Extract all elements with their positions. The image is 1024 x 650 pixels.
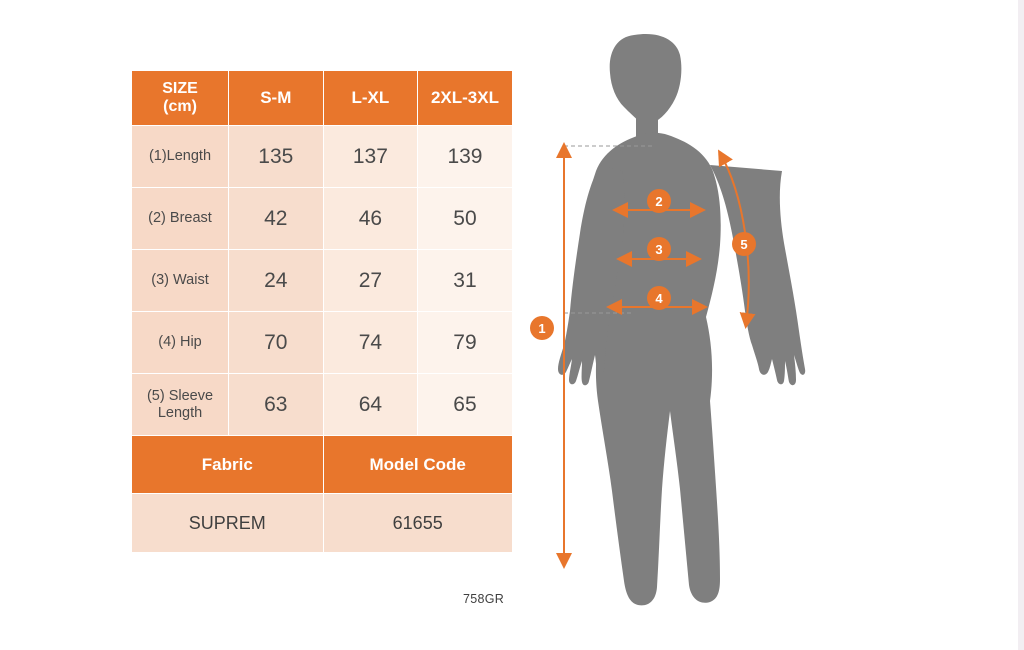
table-row: [132, 250, 513, 312]
figure-svg: [530, 25, 860, 625]
badge-1-length: 1: [530, 316, 554, 340]
cell-waist-lxl: 27: [323, 250, 418, 312]
cell-length-sm: 135: [229, 126, 324, 188]
row-label-sleeve-length: [132, 374, 229, 436]
cell-hip-sm: 70: [229, 312, 324, 374]
subheader-model-code: Model Code: [323, 436, 512, 494]
cell-waist-2xl3xl: 31: [418, 250, 513, 312]
cell-hip-lxl: 74: [323, 312, 418, 374]
cell-length-2xl3xl: 139: [418, 126, 513, 188]
row-label-hip: (4) Hip: [132, 312, 229, 374]
row-label-waist: (3) Waist: [132, 250, 229, 312]
cell-waist-sm: 24: [229, 250, 324, 312]
table-row: [132, 126, 513, 188]
table-row: [132, 188, 513, 250]
measurement-figure: [530, 25, 860, 625]
cell-breast-sm: 42: [229, 188, 324, 250]
badge-5-sleeve-length: 5: [732, 232, 756, 256]
cell-sleeve-2xl3xl: 65: [418, 374, 513, 436]
header-size-line2: (cm): [163, 98, 197, 115]
cell-hip-2xl3xl: 79: [418, 312, 513, 374]
header-col-2xl3xl: 2XL-3XL: [418, 71, 513, 126]
table-footer-row: [132, 494, 513, 553]
product-code-label: 758GR: [463, 592, 505, 606]
row-label-breast: (2) Breast: [132, 188, 229, 250]
row-label-sleeve-line2: Length: [157, 404, 203, 421]
footer-model-code-value: 61655: [323, 494, 512, 553]
table-row: [132, 374, 513, 436]
cell-breast-lxl: 46: [323, 188, 418, 250]
subheader-fabric: Fabric: [132, 436, 324, 494]
cell-sleeve-lxl: 64: [323, 374, 418, 436]
table-subheader-row: [132, 436, 513, 494]
table-row: [132, 312, 513, 374]
cell-breast-2xl3xl: 50: [418, 188, 513, 250]
badge-3-waist: 3: [647, 237, 671, 261]
row-label-sleeve-line1: (5) Sleeve: [146, 387, 214, 404]
footer-fabric-value: SUPREM: [132, 494, 324, 553]
right-edge-divider: [1018, 0, 1024, 650]
header-col-lxl: L-XL: [323, 71, 418, 126]
size-chart-table: [131, 70, 513, 553]
female-body-silhouette: [558, 34, 805, 605]
header-col-sm: S-M: [229, 71, 324, 126]
badge-4-hip: 4: [647, 286, 671, 310]
header-size-line1: SIZE: [162, 79, 198, 97]
badge-2-breast: 2: [647, 189, 671, 213]
header-size-cell: [132, 71, 229, 126]
size-chart: [131, 70, 512, 553]
cell-length-lxl: 137: [323, 126, 418, 188]
cell-sleeve-sm: 63: [229, 374, 324, 436]
table-header-row: [132, 71, 513, 126]
row-label-length: (1)Length: [132, 126, 229, 188]
